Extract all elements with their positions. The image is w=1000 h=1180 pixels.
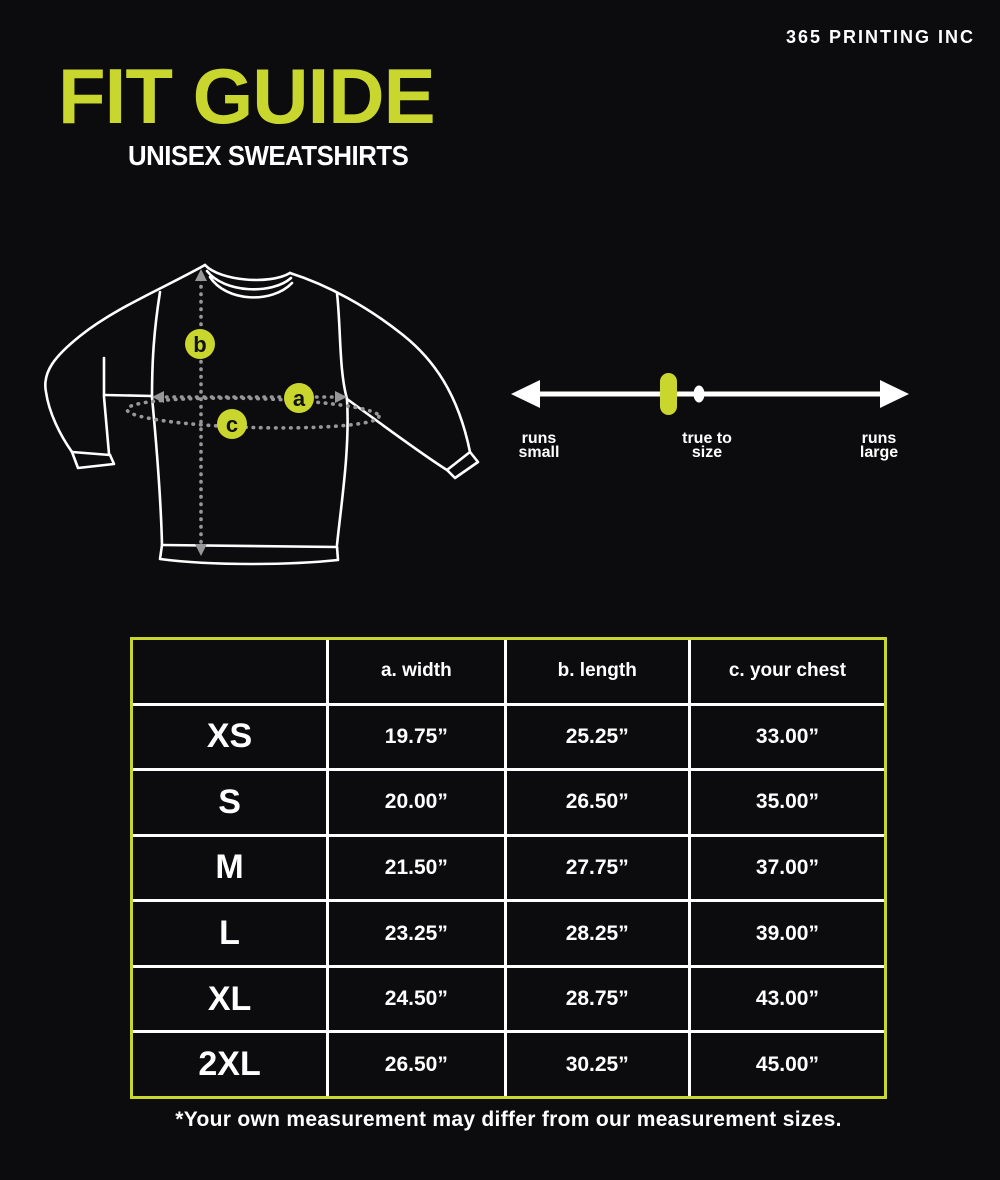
value-m-width: 21.50” xyxy=(329,837,503,900)
scale-indicator-pill xyxy=(660,373,677,415)
size-table xyxy=(130,637,887,1099)
value-xl-chest: 43.00” xyxy=(691,968,884,1031)
scale-label-true-to-size xyxy=(647,432,767,460)
scale-label-runs-small xyxy=(479,432,599,460)
svg-text:a: a xyxy=(292,386,306,411)
scale-label-line: large xyxy=(859,444,899,461)
value-l-width: 23.25” xyxy=(329,902,503,965)
value-2xl-length: 30.25” xyxy=(507,1033,688,1096)
value-l-length: 28.25” xyxy=(507,902,688,965)
marker-b xyxy=(185,329,215,359)
value-xs-length: 25.25” xyxy=(507,706,688,769)
value-m-chest: 37.00” xyxy=(691,837,884,900)
marker-a xyxy=(284,383,314,413)
scale-label-line: size xyxy=(691,444,723,461)
svg-text:c: c xyxy=(225,412,239,437)
value-s-width: 20.00” xyxy=(329,771,503,834)
scale-label-line: runs xyxy=(861,430,897,447)
marker-c xyxy=(217,409,247,439)
c-chest-measure-ellipse xyxy=(127,395,380,431)
size-label-m: M xyxy=(133,837,326,900)
scale-label-line: runs xyxy=(521,430,557,447)
body-outline xyxy=(152,292,348,564)
scale-label-line: small xyxy=(518,444,560,461)
sweatshirt-diagram xyxy=(28,245,488,580)
page-title: FIT GUIDE xyxy=(58,52,435,140)
size-label-xl: XL xyxy=(133,968,326,1031)
value-xl-length: 28.75” xyxy=(507,968,688,1031)
size-table-grid xyxy=(133,640,884,1096)
size-label-xs: XS xyxy=(133,706,326,769)
scale-label-line: true to xyxy=(682,430,732,447)
fit-scale xyxy=(500,360,920,430)
table-header-chest: c. your chest xyxy=(691,640,884,703)
value-s-length: 26.50” xyxy=(507,771,688,834)
size-label-s: S xyxy=(133,771,326,834)
collar xyxy=(205,265,292,297)
value-s-chest: 35.00” xyxy=(691,771,884,834)
table-header-width: a. width xyxy=(329,640,503,703)
right-sleeve xyxy=(290,273,478,478)
scale-label-runs-large xyxy=(819,432,939,460)
scale-center-dot xyxy=(694,386,705,403)
value-2xl-width: 26.50” xyxy=(329,1033,503,1096)
value-xs-width: 19.75” xyxy=(329,706,503,769)
table-header-length: b. length xyxy=(507,640,688,703)
value-2xl-chest: 45.00” xyxy=(691,1033,884,1096)
b-length-measure-line xyxy=(195,269,207,556)
value-l-chest: 39.00” xyxy=(691,902,884,965)
value-xl-width: 24.50” xyxy=(329,968,503,1031)
svg-text:b: b xyxy=(193,332,207,357)
fit-scale-arrow xyxy=(511,380,909,408)
size-label-l: L xyxy=(133,902,326,965)
value-m-length: 27.75” xyxy=(507,837,688,900)
value-xs-chest: 33.00” xyxy=(691,706,884,769)
left-sleeve xyxy=(45,265,205,468)
page-subtitle: UNISEX SWEATSHIRTS xyxy=(128,140,409,171)
brand-text: 365 PRINTING INC xyxy=(785,27,975,47)
footnote: *Your own measurement may differ from our measurement sizes. xyxy=(175,1108,842,1131)
table-header-empty xyxy=(133,640,326,703)
size-label-2xl: 2XL xyxy=(133,1033,326,1096)
